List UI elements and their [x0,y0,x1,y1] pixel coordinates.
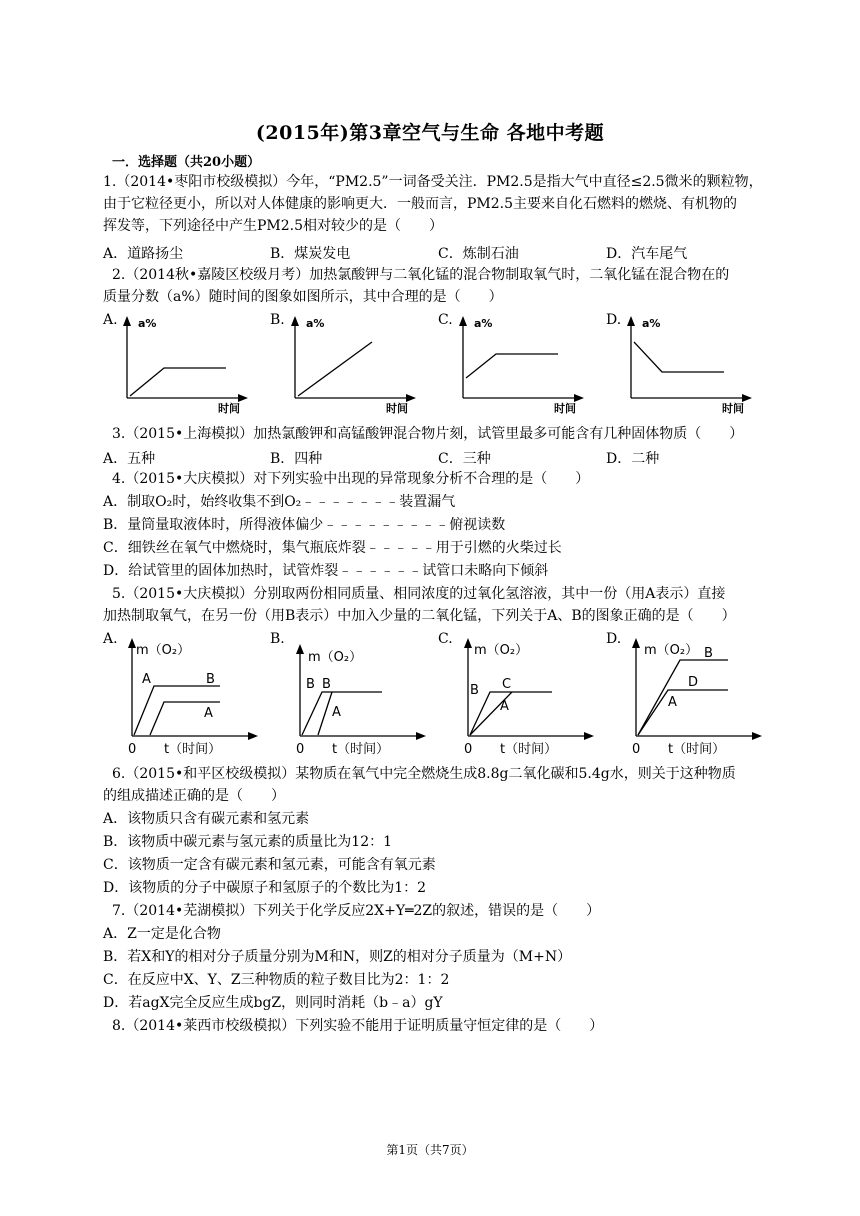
curve-label-b: B [704,646,713,661]
q5-line-2: 加热制取氧气，在另一份（用B表示）中加入少量的二氧化锰，下列关于A、B的图象正确的是（ ） [103,608,736,624]
q1-line-2: 由于它粒径更小，所以对人体健康的影响更大．一般而言，PM2.5主要来自化石燃料的燃烧、有机物的 [103,196,738,212]
curve-label-a: A [142,672,151,687]
q6-line-1: 6.（2015•和平区校级模拟）某物质在氧气中完全燃烧生成8.8g二氧化碳和5.4g水，则关于这种物质 [112,766,736,782]
q4-option-d: D．给试管里的固体加热时，试管炸裂﹣﹣﹣﹣﹣﹣试管口未略向下倾斜 [103,563,549,579]
y-axis-label: m（O₂） [308,650,363,665]
curve-label-b: B [470,683,479,698]
q6-line-2: 的组成描述正确的是（ ） [103,788,285,804]
q4-option-b: B．量筒量取液体时，所得液体偏少﹣﹣﹣﹣﹣﹣﹣﹣﹣俯视读数 [103,517,506,533]
q3-option-b: B．四种 [270,451,323,467]
q1-option-b: B．煤炭发电 [270,246,351,262]
q7-option-b: B．若X和Y的相对分子质量分别为M和N，则Z的相对分子质量为（M+N） [103,949,572,965]
q8-line-1: 8.（2014•莱西市校级模拟）下列实验不能用于证明质量守恒定律的是（ ） [112,1018,604,1034]
q2-line-2: 质量分数（a%）随时间的图象如图所示，其中合理的是（ ） [103,289,503,305]
x-axis-label: t（时间） [500,742,558,757]
curve-label-a: A [332,705,341,720]
origin-label: 0 [632,742,641,757]
q5-graph-a [120,636,260,762]
x-axis-label: t（时间） [668,742,726,757]
q6-option-d: D．该物质的分子中碳原子和氢原子的个数比为1：2 [103,880,427,896]
q2-graph-label-b: B. [270,312,285,328]
curve-label-a: A [668,695,677,710]
q3-line-1: 3.（2015•上海模拟）加热氯酸钾和高锰酸钾混合物片刻，试管里最多可能含有几种固体物质（ ） [112,426,744,442]
page-title: (2015年)第3章空气与生命 各地中考题 [255,122,605,144]
page-footer: 第1页（共7页） [386,1143,474,1157]
q5-graph-d [624,636,764,762]
q5-graph-label-b: B. [270,631,285,647]
q1-option-a: A．道路扬尘 [103,246,184,262]
curve-label-a: A [204,706,213,721]
q4-option-a: A．制取O₂时，始终收集不到O₂﹣﹣﹣﹣﹣﹣﹣装置漏气 [103,494,456,510]
curve-label-b: B [206,672,215,687]
curve-label-b: B [306,677,315,692]
q1-option-d: D．汽车尾气 [606,246,688,262]
q3-option-d: D．二种 [606,451,660,467]
q7-option-c: C．在反应中X、Y、Z三种物质的粒子数目比为2：1：2 [103,972,450,988]
q5-graph-label-d: D. [606,631,622,647]
y-axis-label: m（O₂） [644,643,699,658]
x-axis-label: 时间 [722,402,744,415]
x-axis-label: t（时间） [332,742,390,757]
y-axis-label: a% [474,317,493,330]
q7-option-a: A．Z一定是化合物 [103,926,221,942]
q5-line-1: 5.（2015•大庆模拟）分别取两份相同质量、相同浓度的过氧化氢溶液，其中一份（用A表示）直接 [112,586,726,602]
y-axis-label: a% [138,317,157,330]
q2-graph-label-d: D. [606,312,622,328]
q2-graph-c [456,312,586,416]
curve-label-a: A [500,699,509,714]
x-axis-label: 时间 [554,402,576,415]
q5-graph-c [456,636,596,762]
section-heading: 一．选择题（共20小题） [112,155,261,170]
y-axis-label: a% [642,317,661,330]
q1-line-3: 挥发等，下列途径中产生PM2.5相对较少的是（ ） [103,218,444,234]
q1-line-1: 1.（2014•枣阳市校级模拟）今年，“PM2.5”一词备受关注．PM2.5是指大气中直径≤2.5微米的颗粒物， [103,174,763,190]
q7-option-d: D．若agX完全反应生成bgZ，则同时消耗（b﹣a）gY [103,995,443,1011]
x-axis-label: 时间 [218,402,240,415]
q3-option-a: A．五种 [103,451,156,467]
q7-line-1: 7.（2014•芜湖模拟）下列关于化学反应2X+Y═2Z的叙述，错误的是（ ） [112,903,601,919]
q2-graph-d [624,312,754,416]
q5-graph-label-c: C. [438,631,453,647]
x-axis-label: t（时间） [164,742,222,757]
q6-option-c: C．该物质一定含有碳元素和氢元素，可能含有氧元素 [103,857,436,873]
origin-label: 0 [128,742,137,757]
q6-option-b: B．该物质中碳元素与氢元素的质量比为12：1 [103,834,393,850]
q1-option-c: C．炼制石油 [438,246,519,262]
q2-line-1: 2.（2014秋•嘉陵区校级月考）加热氯酸钾与二氧化锰的混合物制取氧气时，二氧化锰在混合物在的 [112,267,730,283]
y-axis-label: m（O₂） [474,643,529,658]
curve-label-d: D [688,675,699,690]
origin-label: 0 [296,742,305,757]
q2-graph-a [120,312,250,416]
curve-label-c: C [502,677,512,692]
q3-option-c: C．三种 [438,451,491,467]
q2-graph-label-c: C. [438,312,453,328]
y-axis-label: m（O₂） [136,643,191,658]
x-axis-label: 时间 [386,402,408,415]
q4-option-c: C．细铁丝在氧气中燃烧时，集气瓶底炸裂﹣﹣﹣﹣﹣用于引燃的火柴过长 [103,540,562,556]
q2-graph-b [288,312,418,416]
curve-label-b: B [322,677,331,692]
q6-option-a: A．该物质只含有碳元素和氢元素 [103,811,310,827]
origin-label: 0 [464,742,473,757]
q5-graph-b [288,636,428,762]
q5-graph-label-a: A. [103,631,118,647]
q4-line-1: 4.（2015•大庆模拟）对下列实验中出现的异常现象分析不合理的是（ ） [112,471,590,487]
q2-graph-label-a: A. [103,312,118,328]
y-axis-label: a% [306,317,325,330]
